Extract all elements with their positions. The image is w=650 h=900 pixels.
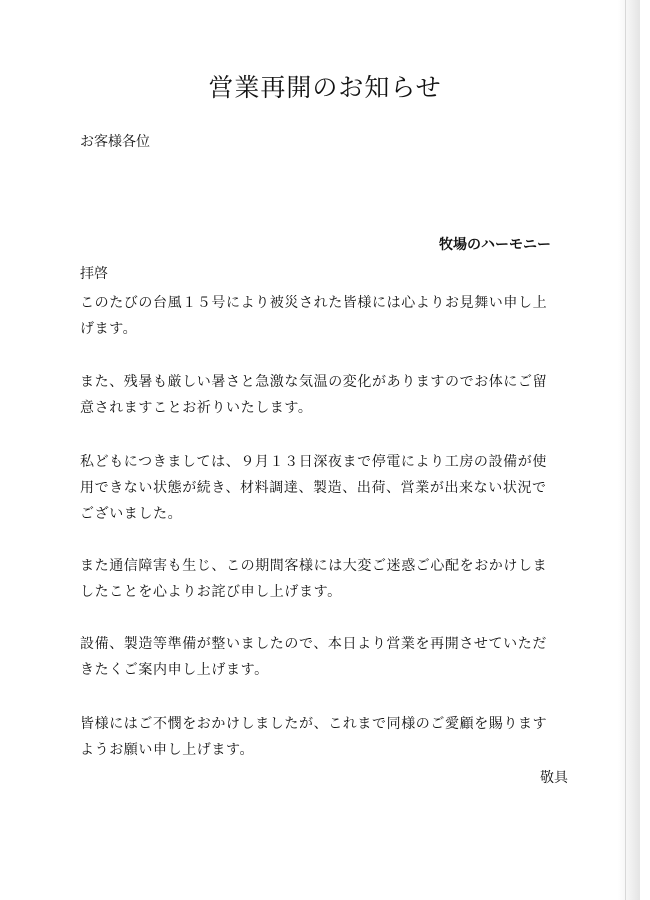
opening-salutation: 拝啓 [80,266,108,282]
page-edge-line [625,0,626,900]
letter-title: 営業再開のお知らせ [208,73,442,102]
paragraph-typhoon [80,290,570,342]
paragraph-outage [80,449,570,527]
paragraph-line: 設備、製造等準備が整いましたので、本日より営業を再開させていただ [80,636,547,652]
recipient-line: お客様各位 [80,134,150,150]
paragraph-line: したことを心よりお詫び申し上げます。 [80,584,342,600]
closing-salutation: 敬具 [540,770,568,786]
paragraph-weather [80,369,570,421]
paragraph-apology [80,553,570,605]
paragraph-line: また通信障害も生じ、この期間客様には大変ご迷惑ご心配をおかけしま [80,558,548,574]
paragraph-line: げます。 [80,321,138,337]
paragraph-line: 用できない状態が続き、材料調達、製造、出荷、営業が出来ない状況で [80,480,547,496]
paragraph-line: 皆様にはご不憫をおかけしましたが、これまで同様のご愛顧を賜ります [80,716,548,732]
paragraph-reopening [80,631,570,683]
paragraph-line: 意されますことお祈りいたします。 [80,400,313,416]
paragraph-line: また、残暑も厳しい暑さと急激な気温の変化がありますのでお体にご留 [80,374,548,390]
paragraph-line: ございました。 [80,506,183,522]
page-edge-shadow [618,0,640,900]
paragraph-line: きたくご案内申し上げます。 [80,662,269,678]
paragraph-thanks [80,711,570,763]
sender-name: 牧場のハーモニー [439,237,551,253]
paragraph-line: このたびの台風１５号により被災された皆様には心よりお見舞い申し上 [80,295,548,311]
paragraph-line: ようお願い申し上げます。 [80,742,255,758]
paragraph-line: 私どもにつきましては、９月１３日深夜まで停電により工房の設備が使 [80,454,547,470]
